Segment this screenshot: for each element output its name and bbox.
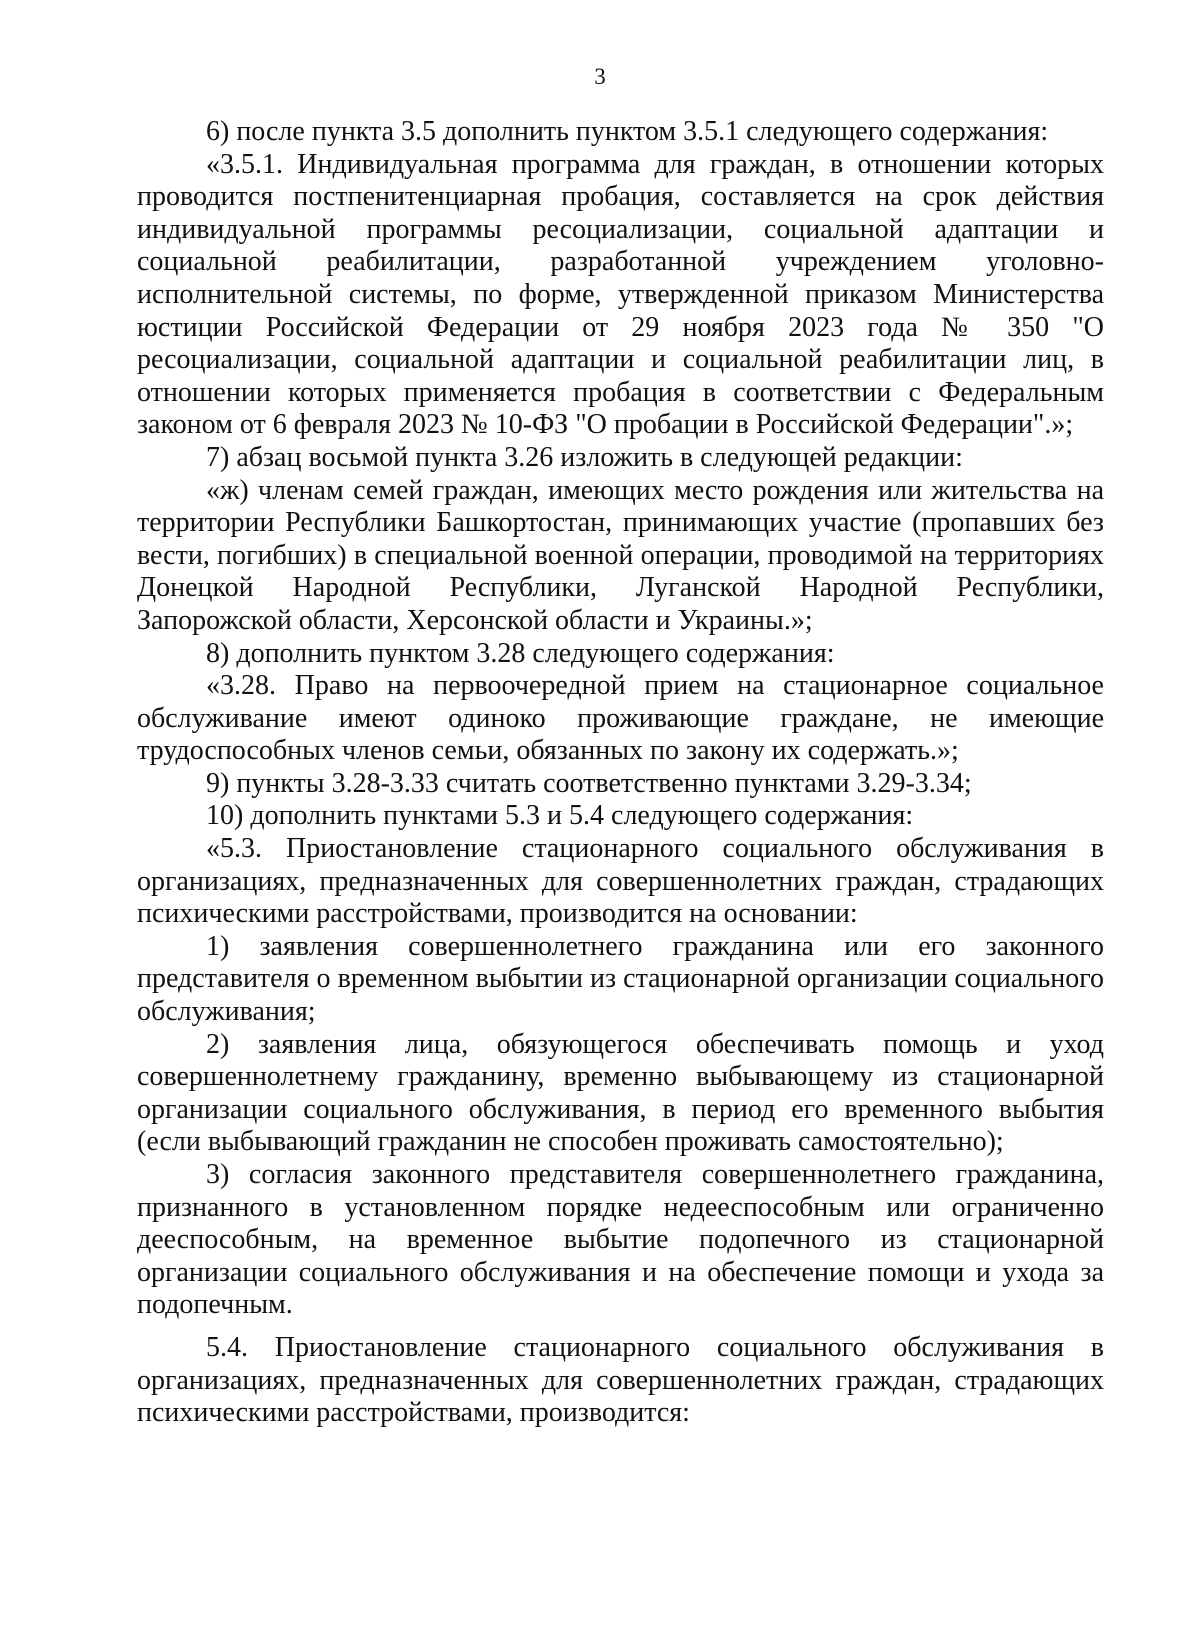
paragraph-item-9: 9) пункты 3.28-3.33 считать соответственно пунктами 3.29-3.34; xyxy=(206,767,972,799)
paragraph-item-6: 6) после пункта 3.5 дополнить пунктом 3.5.1 следующего содержания: xyxy=(206,116,1049,147)
paragraph-item-10: 10) дополнить пунктами 5.3 и 5.4 следующего содержания: xyxy=(206,800,914,832)
document-body xyxy=(137,116,1104,1430)
paragraph-subitem-3: 3) согласия законного представителя совершеннолетнего гражданина, признанного в установленном порядке недееспособным или ограниченно дееспособным, на временное выбытие подопечного из стационарной организации социального обслуживания и на обеспечение помощи и ухода за подопечным. xyxy=(137,1159,1104,1321)
paragraph-item-7: 7) абзац восьмой пункта 3.26 изложить в следующей редакции: xyxy=(206,441,963,473)
paragraph-subitem-2: 2) заявления лица, обязующегося обеспечивать помощь и уход совершеннолетнему гражданину, временно выбывающему из стационарной организации социального обслуживания, в период его временного выбытия (если выбывающий гражданин не способен проживать самостоятельно); xyxy=(137,1028,1104,1158)
paragraph-item-8: 8) дополнить пунктом 3.28 следующего содержания: xyxy=(206,637,835,669)
page-number: 3 xyxy=(594,64,606,89)
paragraph-subitem-1: 1) заявления совершеннолетнего гражданина или его законного представителя о временном выбытии из стационарной организации социального обслуживания; xyxy=(137,930,1104,1028)
paragraph-subclause-zh: «ж) членам семей граждан, имеющих место рождения или жительства на территории Республики Башкортостан, принимающих участие (пропавших без вести, погибших) в специальной военной операции, проводимой на территориях Донецкой Народной Республики, Луганской Народной Республики, Запорожской области, Херсонской области и Украины.»; xyxy=(137,474,1104,636)
paragraph-clause-5-3: «5.3. Приостановление стационарного социального обслуживания в организациях, предназначенных для совершеннолетних граждан, страдающих психическими расстройствами, производится на основании: xyxy=(137,833,1104,930)
paragraph-clause-3-28: «3.28. Право на первоочередной прием на стационарное социальное обслуживание имеют одиноко проживающие граждане, не имеющие трудоспособных членов семьи, обязанных по закону их содержать.»; xyxy=(137,670,1104,767)
paragraph-clause-3-5-1: «3.5.1. Индивидуальная программа для граждан, в отношении которых проводится постпенитенциарная пробация, составляется на срок действия индивидуальной программы ресоциализации, социальной адаптации и социальной реабилитации, разработанной учреждением уголовно-исполнительной системы, по форме, утвержденной приказом Министерства юстиции Российской Федерации от 29 ноября 2023 года № 350 "О ресоциализации, социальной адаптации и социальной реабилитации лиц, в отношении которых применяется пробация в соответствии с Федеральным законом от 6 февраля 2023 № 10-ФЗ "О пробации в Российской Федерации".»; xyxy=(137,148,1104,441)
paragraph-clause-5-4: 5.4. Приостановление стационарного социального обслуживания в организациях, предназначенных для совершеннолетних граждан, страдающих психическими расстройствами, производится: xyxy=(137,1331,1104,1429)
